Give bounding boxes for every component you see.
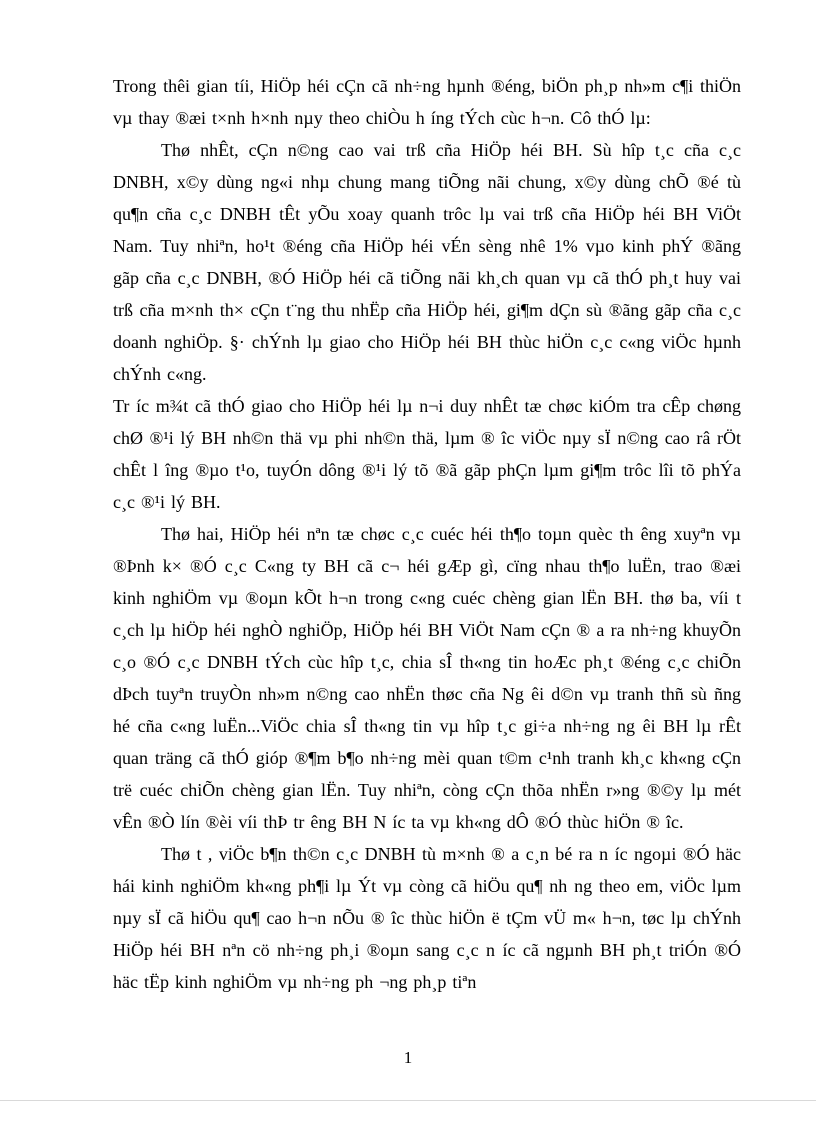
document-body — [113, 70, 741, 998]
paragraph-5: Thø t , viÖc b¶n th©n c¸c DNBH tù m×nh ® a c¸n bé ra n íc ngoµi ®Ó häc hái kinh nghiÖm kh«ng ph¶i lµ Ýt vµ còng cã hiÖu qu¶ nh ng theo em, viÖc lµm nµy sÏ cã hiÖu qu¶ cao h¬n nÕu ® îc thùc hiÖn ë tÇm vÜ m« h¬n, tøc lµ chÝnh HiÖp héi BH nªn cö nh÷ng ph¸i ®oµn sang c¸c n íc cã ngµnh BH ph¸t triÓn ®Ó häc tËp kinh nghiÖm vµ nh÷ng ph ¬ng ph¸p tiªn — [113, 844, 741, 992]
paragraph-1: Trong thêi gian tíi, HiÖp héi cÇn cã nh÷ng hµnh ®éng, biÖn ph¸p nh»m c¶i thiÖn vµ thay ®æi t×nh h×nh nµy theo chiÒu h íng tÝch cùc h¬n. Cô thÓ lµ: — [113, 76, 741, 128]
paragraph-2: Thø nhÊt, cÇn n©ng cao vai trß cña HiÖp héi BH. Sù hîp t¸c cña c¸c DNBH, x©y dùng ng«i nhµ chung mang tiÕng nãi chung, x©y dùng chÕ ®é tù qu¶n cña c¸c DNBH tÊt yÕu xoay quanh trôc lµ vai trß cña HiÖp héi BH ViÖt Nam. Tuy nhiªn, ho¹t ®éng cña HiÖp héi vÉn sèng nhê 1% vµo kinh phÝ ®ãng gãp cña c¸c DNBH, ®Ó HiÖp héi cã tiÕng nãi kh¸ch quan vµ cã thÓ ph¸t huy vai trß cña m×nh th× cÇn t¨ng thu nhËp cña HiÖp héi, gi¶m dÇn sù ®ãng gãp cña c¸c doanh nghiÖp. §· chÝnh lµ giao cho HiÖp héi BH thùc hiÖn c¸c c«ng viÖc hµnh chÝnh c«ng. — [113, 140, 741, 384]
page-edge-line — [0, 1100, 816, 1101]
paragraph-4: Thø hai, HiÖp héi nªn tæ chøc c¸c cuéc héi th¶o toµn quèc th êng xuyªn vµ ®Þnh k× ®Ó c¸c C«ng ty BH cã c¬ héi gÆp gì, cïng nhau th¶o luËn, trao ®æi kinh nghiÖm vµ ®oµn kÕt h¬n trong c«ng cuéc chèng gian lËn BH. thø ba, víi t c¸ch lµ hiÖp héi nghÒ nghiÖp, HiÖp héi BH ViÖt Nam cÇn ® a ra nh÷ng khuyÕn c¸o ®Ó c¸c DNBH tÝch cùc hîp t¸c, chia sÎ th«ng tin hoÆc ph¸t ®éng c¸c chiÕn dÞch tuyªn truyÒn nh»m n©ng cao nhËn thøc cña Ng êi d©n vµ tranh thñ sù ñng hé cña c«ng luËn...ViÖc chia sÎ th«ng tin vµ hîp t¸c gi÷a nh÷ng ng êi BH lµ rÊt quan träng cã thÓ gióp ®¶m b¶o nh÷ng mèi quan t©m c¹nh tranh kh¸c kh«ng cÇn trë cuéc chiÕn chèng gian lËn. Tuy nhiªn, còng cÇn thõa nhËn r»ng ®©y lµ mét vÊn ®Ò lín ®èi víi thÞ tr êng BH N íc ta vµ kh«ng dÔ ®Ó thùc hiÖn ® îc. — [113, 524, 741, 832]
page-number: 1 — [403, 1048, 413, 1067]
paragraph-3: Tr íc m¾t cã thÓ giao cho HiÖp héi lµ n¬i duy nhÊt tæ chøc kiÓm tra cÊp chøng chØ ®¹i lý BH nh©n thä vµ phi nh©n thä, lµm ® îc viÖc nµy sÏ n©ng cao râ rÖt chÊt l îng ®µo t¹o, tuyÓn dông ®¹i lý tõ ®ã gãp phÇn lµm gi¶m trôc lîi tõ phÝa c¸c ®¹i lý BH. — [113, 396, 741, 512]
